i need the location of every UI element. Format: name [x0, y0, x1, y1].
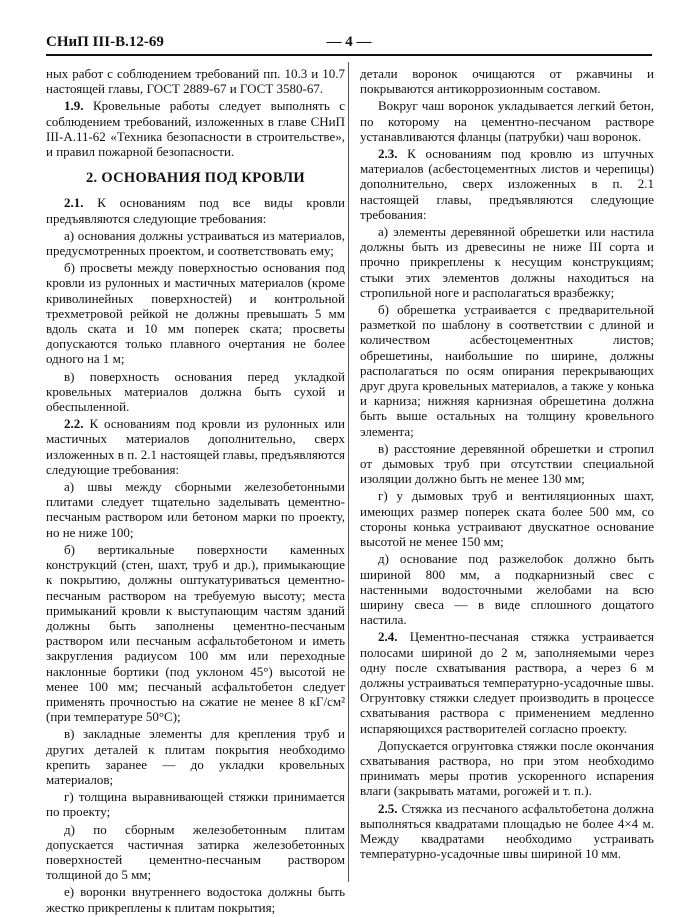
clause-number: 2.1. [64, 195, 84, 211]
paragraph-2-5 [360, 801, 654, 862]
paragraph-2-1 [46, 195, 345, 225]
left-column [46, 66, 345, 917]
clause-text: Цементно-песчаная стяжка устраивается полосами шириной до 2 м, заполняемыми через одну после схватывания раствора, а через 6 м должны устраиваться температурно-усадочные швы. Огрунтовку стяжки следует производить в процессе схватывания раствора с применением медленно испаряющихся растворителей согласно проекту. [360, 629, 654, 736]
list-item: г) толщина выравнивающей стяжки принимается по проекту; [46, 789, 345, 820]
list-item: в) закладные элементы для крепления труб и других деталей к плитам покрытия необходимо крепить заранее — до укладки кровельных материалов; [46, 726, 345, 787]
paragraph-2-4 [360, 629, 654, 735]
list-item: д) основание под разжелобок должно быть шириной 800 мм, а подкарнизный свес с настенными водосточными желобами на всю ширину свеса — в виде сплошного дощатого настила. [360, 551, 654, 628]
clause-text: Кровельные работы следует выполнять с соблюдением требований, изложенных в главе СНиП III-А.11-62 «Техника безопасности в строительстве», и правил пожарной безопасности. [46, 98, 345, 160]
section-title: 2. ОСНОВАНИЯ ПОД КРОВЛИ [86, 170, 305, 187]
list-item: е) воронки внутреннего водостока должны быть жестко прикреплены к плитам покрытия; [46, 884, 345, 915]
list-item: в) расстояние деревянной обрешетки и стропил от дымовых труб при отсутствии специальной изоляции должно быть не менее 130 мм; [360, 440, 654, 487]
page-number: — 4 — [326, 34, 372, 50]
list-item: а) элементы деревянной обрешетки или настила должны быть из древесины не ниже III сорта и прочно прикреплены к несущим конструкциям; стыки этих элементов должны находиться на стропильной ноге и располагаться вразбежку; [360, 224, 654, 300]
clause-text: К основаниям под кровлю из штучных материалов (асбестоцементных листов и черепицы) дополнительно, сверх изложенных в п. 2.1 настоящей главы, предъявляются следующие требования: [360, 146, 654, 222]
paragraph-1-9 [46, 98, 345, 159]
paragraph: детали воронок очищаются от ржавчины и покрываются антикоррозионным составом. [360, 66, 654, 97]
header-rule [46, 54, 652, 56]
paragraph: ных работ с соблюдением требований пп. 10.3 и 10.7 настоящей главы, ГОСТ 2889-67 и ГОСТ 3580-67. [46, 66, 345, 97]
paragraph: Допускается огрунтовка стяжки после окончания схватывания раствора, но при этом необходимо принимать меры против ускоренного испарения влаги (закрывать матами, рогожей и т. п.). [360, 737, 654, 799]
list-item: в) поверхность основания перед укладкой кровельных материалов должна быть сухой и обеспыленной. [46, 368, 345, 415]
clause-number: 2.4. [378, 629, 398, 645]
column-divider [348, 62, 349, 882]
list-item: б) просветы между поверхностью основания под кровли из рулонных и мастичных материалов (кроме криволинейных поверхностей) и контрольной трехметровой рейкой не должны превышать 5 мм вдоль ската и 10 мм поперек ската; просветы допускаются только плавного очертания не более одного на 1 м; [46, 260, 345, 367]
clause-number: 2.3. [378, 146, 398, 162]
paragraph-2-3 [360, 146, 654, 222]
list-item: д) по сборным железобетонным плитам допускается частичная затирка железобетонных поверхностей цементно-песчаным раствором толщиной до 5 мм; [46, 821, 345, 883]
clause-number: 1.9. [64, 98, 84, 114]
clause-text: К основаниям под кровли из рулонных или мастичных материалов дополнительно, сверх изложенных в п. 2.1 настоящей главы, предъявляются следующие требования: [46, 416, 345, 477]
document-code: СНиП III-В.12-69 [46, 34, 164, 50]
paragraph-2-2 [46, 416, 345, 477]
list-item: б) вертикальные поверхности каменных конструкций (стен, шахт, труб и др.), примыкающие к покрытию, должны оштукатуриваться цементно-песчаным раствором на требуемую высоту; места примыканий кровли к выступающим частям зданий должны быть заполнены цементно-песчаным раствором или песчаным асфальтобетоном и иметь закругления радиусом 100 мм или переходные наклонные бортики (под уклоном 45°) высотой не менее 100 мм; песчаный асфальтобетон следует применять прочностью на сжатие не менее 8 кГ/см² (при температуре 50°С); [46, 541, 345, 725]
list-item: а) швы между сборными железобетонными плитами следует тщательно заделывать цементно-песчаным раствором или бетоном марки по проекту, но не ниже 100; [46, 479, 345, 540]
clause-number: 2.2. [64, 416, 84, 432]
clause-number: 2.5. [378, 800, 398, 816]
list-item: а) основания должны устраиваться из материалов, предусмотренных проектом, и соответствовать ему; [46, 227, 345, 259]
right-column [360, 66, 654, 863]
clause-text: Стяжка из песчаного асфальтобетона должна выполняться квадратами площадью не более 4×4 м. Между квадратами необходимо устраивать температурно-усадочные швы шириной 10 мм. [360, 800, 654, 862]
list-item: г) у дымовых труб и вентиляционных шахт, имеющих размер поперек ската более 500 мм, со стороны конька устраивают двускатное основание высотой не менее 150 мм; [360, 488, 654, 550]
list-item: б) обрешетка устраивается с предварительной разметкой по шаблону в соответствии с длиной и количеством асбестоцементных листов; обрешетины, наибольшие по ширине, должны располагаться по осям опирания перекрывающих друг друга кровельных материалов, а также у конька и карниза; нижняя карнизная обрешетина должна быть выше остальных на толщину кровельного элемента; [360, 302, 654, 439]
clause-text: К основаниям под все виды кровли предъявляются следующие требования: [46, 195, 345, 226]
paragraph: Вокруг чаш воронок укладывается легкий бетон, по которому на цементно-песчаном растворе устанавливаются фланцы (патрубки) чаш воронок. [360, 98, 654, 144]
page-header [46, 32, 652, 56]
